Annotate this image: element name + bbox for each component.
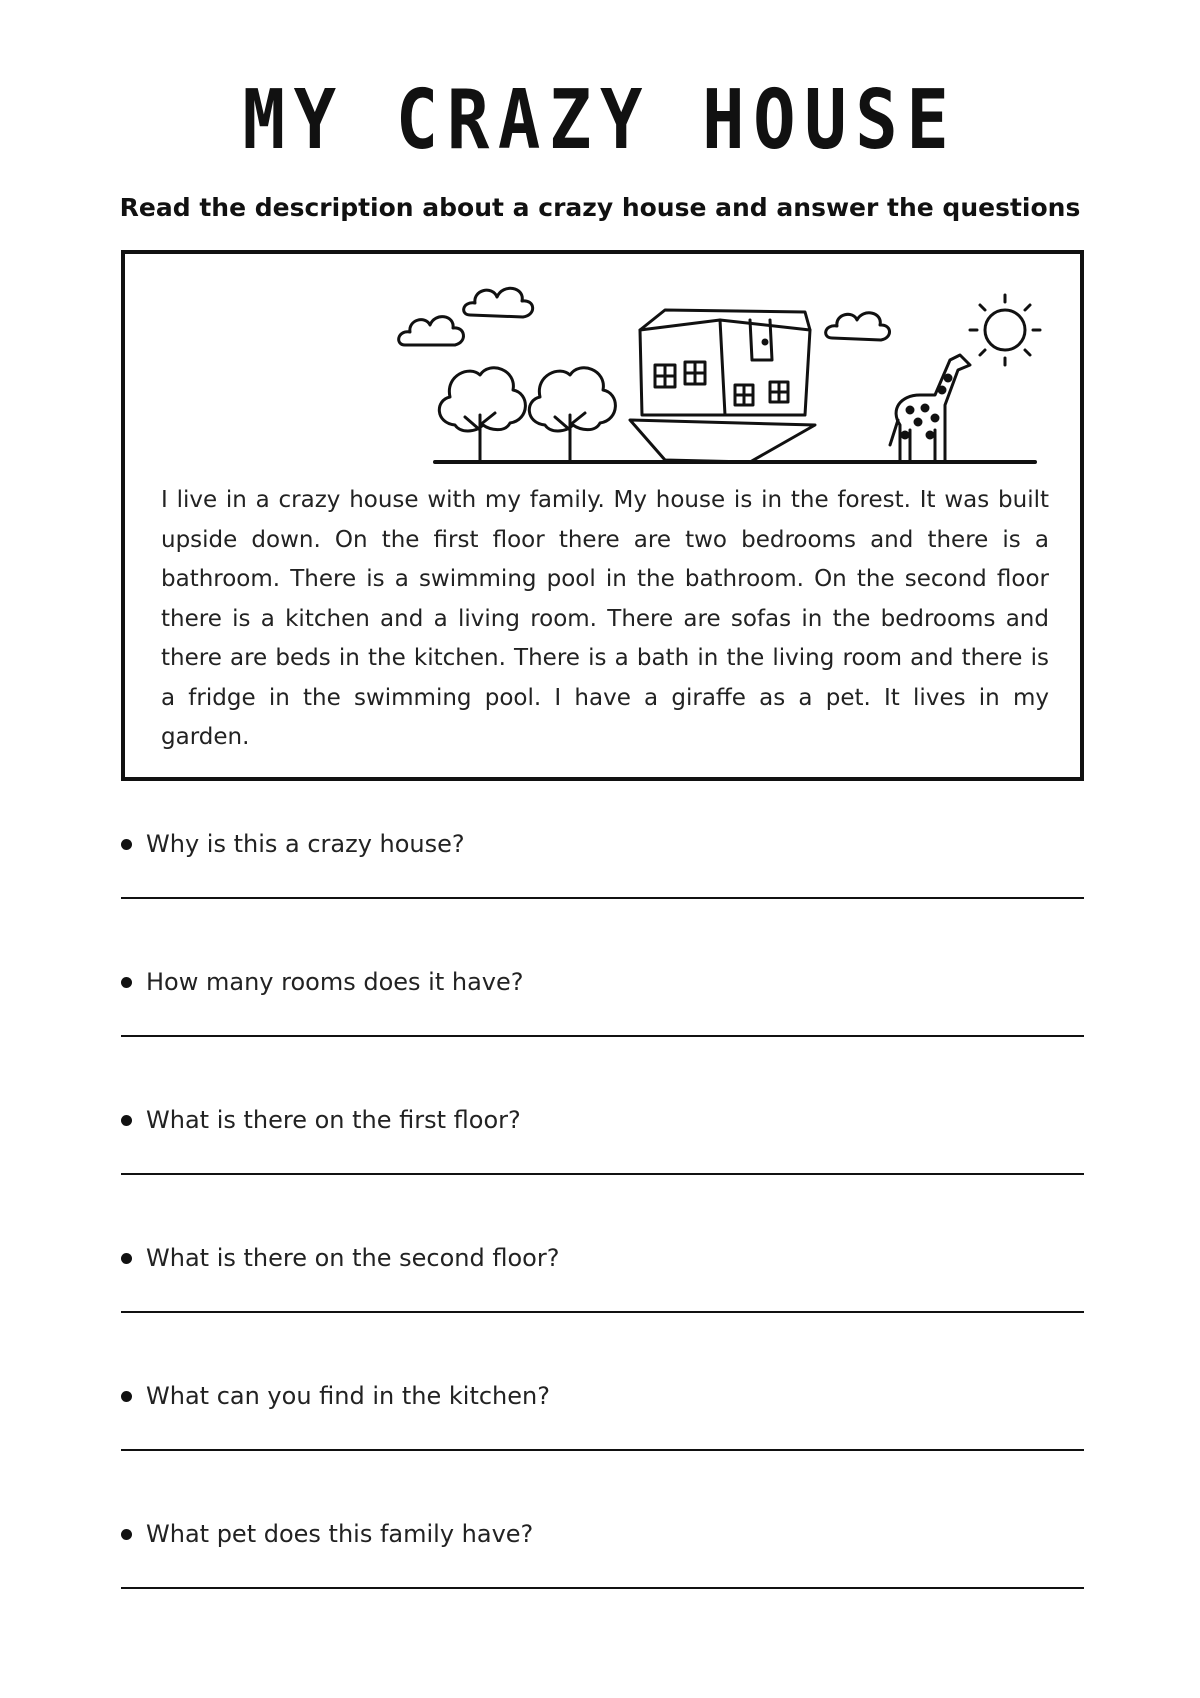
giraffe-icon	[890, 355, 970, 460]
answer-line[interactable]	[121, 1173, 1084, 1175]
cloud-icon	[399, 317, 464, 345]
cloud-icon	[826, 313, 890, 340]
bullet-icon	[121, 1115, 132, 1126]
question-item	[121, 968, 1084, 996]
bullet-icon	[121, 1391, 132, 1402]
question-item	[121, 1382, 1084, 1410]
bullet-icon	[121, 1529, 132, 1540]
bullet-icon	[121, 977, 132, 988]
bullet-icon	[121, 1253, 132, 1264]
worksheet-title: MY CRAZY HOUSE	[242, 73, 958, 168]
question-text: What pet does this family have?	[146, 1520, 534, 1548]
question-item	[121, 830, 1084, 858]
cloud-icon	[464, 288, 533, 317]
upside-down-house-icon	[630, 310, 815, 462]
answer-line[interactable]	[121, 1449, 1084, 1451]
answer-line[interactable]	[121, 1035, 1084, 1037]
question-item	[121, 1244, 1084, 1272]
worksheet-instructions: Read the description about a crazy house and answer the questions	[119, 193, 1081, 222]
question-text: What is there on the second floor?	[146, 1244, 560, 1272]
crazy-house-illustration	[305, 270, 1045, 470]
reading-passage: I live in a crazy house with my family. My house is in the forest. It was built upside down. On the first floor there are two bedrooms and there is a bathroom. There is a swimming pool in the bathroom. On the second floor there is a kitchen and a living room. There are sofas in the bedrooms and there are beds in the kitchen. There is a bath in the living room and there is a fridge in the swimming pool. I have a giraffe as a pet. It lives in my garden.	[161, 487, 1049, 750]
question-text: What can you find in the kitchen?	[146, 1382, 550, 1410]
question-text: How many rooms does it have?	[146, 968, 524, 996]
question-text: Why is this a crazy house?	[146, 830, 465, 858]
answer-line[interactable]	[121, 897, 1084, 899]
tree-icon	[439, 368, 525, 462]
question-text: What is there on the first floor?	[146, 1106, 521, 1134]
sun-icon	[970, 295, 1040, 365]
tree-icon	[529, 368, 615, 462]
answer-line[interactable]	[121, 1311, 1084, 1313]
answer-line[interactable]	[121, 1587, 1084, 1589]
question-item	[121, 1106, 1084, 1134]
question-item	[121, 1520, 1084, 1548]
reading-passage-box	[121, 250, 1084, 781]
bullet-icon	[121, 839, 132, 850]
